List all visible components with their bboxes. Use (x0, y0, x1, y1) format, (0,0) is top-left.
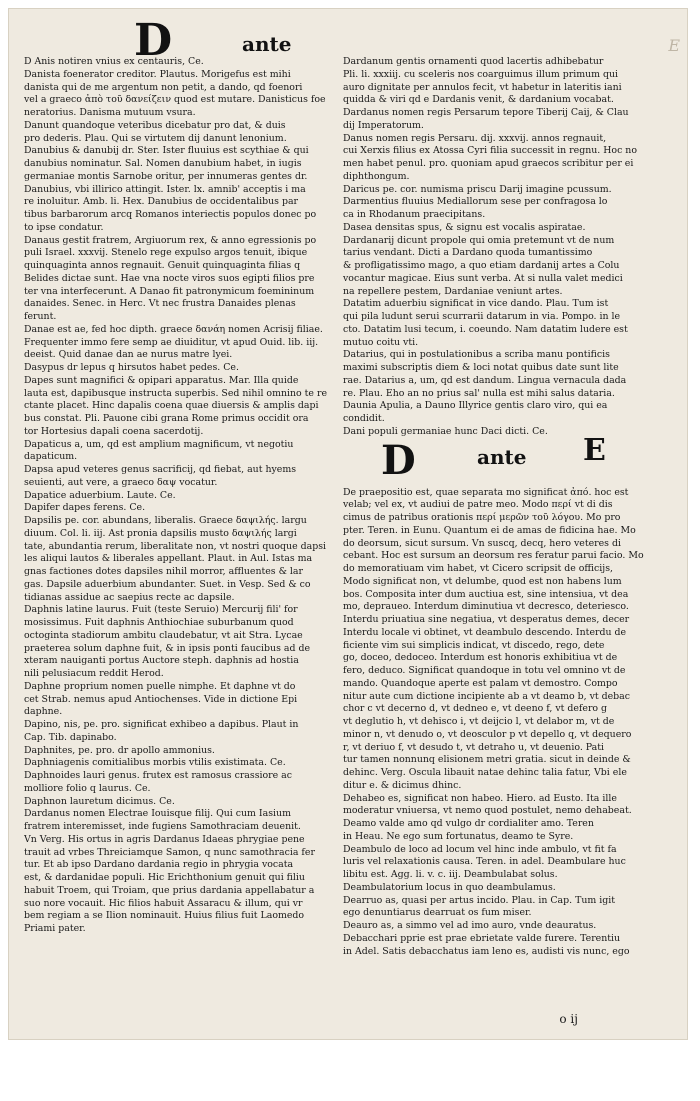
text-line: vt deglutio h, vt dehisco i, vt deijcio l, vt delabor m, vt de (343, 716, 615, 727)
text-line: Frequenter immo fere semp ae diuiditur, vt apud Ouid. lib. iij. (24, 336, 319, 348)
text-line: Daunia Apulia, a Dauno Illyrice gentis claro viro, qui ea (343, 400, 608, 412)
text-line: cebant. Hoc est sursum an deorsum res feratur parui facio. Mo (343, 550, 644, 562)
text-line: trauit ad vrbes Threiciamque Samon, q nunc samothracia fer (24, 846, 315, 858)
text-line: Dani populi germaniae hunc Daci dicti. Ce. (343, 425, 548, 437)
text-line: Dapatice aduerbium. Laute. Ce. (24, 489, 176, 501)
text-line: diphthongum. (343, 170, 410, 182)
section-title: ante (477, 444, 527, 469)
text-line: Dapes sunt magnifici & opipari apparatus. Mar. Illa quide (24, 374, 299, 386)
text-line: Vn Verg. His ortus in agris Dardanus Idaeas phrygiae pene (24, 833, 305, 845)
text-line: velab; vel ex, vt audiui de patre meo. Modo περί vt di dis (343, 499, 613, 511)
text-line: cui Xerxis filius ex Atossa Cyri filia successit in regnu. Hoc no (343, 145, 637, 157)
text-line: go, doceo, dedoceo. Interdum est honoris exhibitiua vt de (343, 652, 618, 664)
text-line: De praepositio est, quae separata mo significat ἀπό. hoc est (343, 486, 629, 498)
text-line: moderatur vniuersa, vt nemo quod postulet, nemo dehabeat. (343, 805, 632, 817)
running-title: ante (242, 32, 292, 56)
text-line: lauta est, dapibusque instructa superbis. Sed nihil omnino te re (24, 387, 327, 399)
text-line: Danus nomen regis Persaru. dij. xxxvij. annos regnauit, (343, 132, 607, 144)
text-line: do memoratiuam vim habet, vt Cicero scripsit de officijs, (343, 563, 613, 574)
right-column (343, 56, 653, 958)
text-line: Dardanum gentis ornamenti quod lacertis adhibebatur (343, 56, 604, 67)
text-line: Deambulo de loco ad locum vel hinc inde ambulo, vt fit fa (343, 843, 617, 855)
text-line: dapaticum. (24, 451, 78, 463)
text-line: in Heau. Ne ego sum fortunatus, deamo te Syre. (343, 830, 574, 842)
catchword: o ij (559, 1012, 578, 1026)
text-line: to ipse condatur. (24, 221, 104, 233)
text-line: Interdu locale vi obtinet, vt deambulo descendo. Interdu de (343, 626, 627, 638)
text-line: Dasypus dr lepus q hirsutos habet pedes. Ce. (24, 362, 239, 373)
text-line: Danunt quandoque veteribus dicebatur pro dat, & duis (24, 119, 286, 131)
text-line: Danista foenerator creditor. Plautus. Morigefus est mihi (24, 68, 291, 80)
text-line: tur tamen nonnunq elisionem metri gratia. sicut in deinde & (343, 754, 631, 766)
text-line: ca in Rhodanum praecipitans. (343, 209, 486, 220)
text-line: Dardanus nomen regis Persarum teporе Tiberij Caij, & Clau (343, 107, 629, 118)
text-line: Dardanus nomen Electrae Iouisque filij. Qui cum Iasium (24, 808, 291, 820)
text-line: luris vel relaxationis causa. Teren. in adel. Deambulare huc (343, 856, 626, 868)
text-line: bus constat. Pli. Pauone cibi grana Rome primus occidit ora (24, 413, 309, 424)
text-line: Deambulatorium locus in quo deambulamus. (343, 881, 556, 893)
text-line: diuum. Col. li. iij. Ast pronia dapsilis musto δαψιλής largi (24, 527, 297, 539)
text-line: ferunt. (24, 311, 57, 322)
book-page (8, 8, 688, 1040)
text-line: nili pelusiacum reddit Herod. (24, 668, 164, 679)
text-line: Interdu priuatiua sine negatiua, vt desperatus demes, decer (343, 614, 630, 625)
text-line: Dapsilis pe. cor. abundans, liberalis. Graece δαψιλής. largu (24, 515, 307, 526)
text-line: Modo significat non, vt delumbe, quod est non habens lum (343, 575, 622, 587)
text-line: xteram nauiganti portus Auctore steph. daphnis ad hostia (24, 655, 299, 667)
text-line: daphne. (24, 706, 63, 718)
text-line: Dapsa apud veteres genus sacrificij, qd fiebat, aut hyems (24, 464, 297, 475)
text-line: Dearruo as, quasi per artus incido. Plau. in Cap. Tum igit (343, 894, 616, 906)
text-line: est, & dardanidae populi. Hic Erichthonium genuit qui filiu (24, 872, 305, 883)
text-line: Danubius, vbi illirico attingit. Ister. lx. amnib' acceptis i ma (24, 183, 306, 195)
text-line: cimus de patribus orationis περί μερῶν τοῦ λόγου. Mo pro (343, 512, 621, 523)
text-line: cet Strab. nemus apud Antiochenses. Vide in dictione Epi (24, 693, 298, 705)
text-line: octoginta stadiorum ambitu claudebatur, vt ait Stra. Lycae (24, 629, 303, 641)
text-line: ditur e. & dicimus dhinc. (343, 779, 462, 791)
text-line: suo nore vocauit. Hic filios habuit Assaracu & illum, qui vr (24, 897, 303, 909)
text-line: deeist. Quid danae dan ae nurus matre lyei. (24, 349, 233, 361)
text-line: danubius nominatur. Sal. Nomen danubium habet, in iugis (24, 158, 302, 169)
text-line: Datatim aduerbiu significat in vice dando. Plau. Tum ist (343, 298, 609, 310)
text-line: in Adel. Satis debacchatus iam leno es, audisti vis nunc, ego (343, 945, 630, 957)
text-line: molliore folio q laurus. Ce. (24, 782, 151, 794)
text-line: Cap. Tib. dapinabo. (24, 731, 117, 743)
text-line: rae. Datarius a, um, qd est dandum. Lingua vernacula dada (343, 374, 627, 386)
text-line: Datarius, qui in postulationibus a scriba manu pontificis (343, 349, 610, 361)
right-column-top-entries (343, 56, 653, 439)
text-line: do deorsum, sicut sursum. Vn suscq, decq, hero veteres di (343, 537, 621, 549)
text-line: tarius vendant. Dicti a Dardano quoda tumantissimo (343, 247, 593, 259)
text-line: vocantur magicae. Eius sunt verba. At si nulla valet medici (343, 272, 623, 284)
text-line: minor n, vt denudo o, vt deosculor p vt depello q, vt dequero (343, 728, 632, 740)
text-line: Daricus pe. cor. numisma priscu Darij imagine pcussum. (343, 183, 612, 195)
running-letter-right: E (668, 36, 680, 55)
text-line: neratorius. Danisma mutuum vsura. (24, 107, 196, 118)
text-line: gas. Dapsile aduerbium abundanter. Suet. in Vesp. Sed & co (24, 578, 311, 590)
text-line: Dapaticus a, um, qd est amplium magnificum, vt negotiu (24, 438, 294, 450)
text-line: nitur aute cum dictione incipiente ab a vt deamo b, vt debac (343, 690, 631, 702)
text-line: Dapino, nis, pe. pro. significat exhibeo a dapibus. Plaut in (24, 719, 299, 730)
text-line: bos. Composita inter dum auctiua est, sine intensiua, vt dea (343, 588, 629, 600)
text-line: fratrem interemisset, inde fugiens Samothraciam deuenit. (24, 821, 301, 832)
text-line: tibus barbarorum arcq Romanos interiectis populos donec po (24, 209, 317, 220)
section-initial-letter: D (381, 436, 416, 484)
text-line: re. Plau. Eho an no prius sal' nulla est mihi salus dataria. (343, 387, 615, 399)
text-line: auro dignitate per annulos fecit, vt habetur in lateritis iani (343, 81, 622, 93)
right-column-bottom-entries (343, 487, 653, 959)
text-line: les aliqui lautos & liberales appellant. Plaut. in Aul. Istas ma (24, 553, 313, 565)
text-line: libitu est. Agg. li. v. c. iij. Deambulabat solus. (343, 869, 558, 880)
text-line: re inoluitur. Amb. li. Hex. Danubius de occidentalibus par (24, 196, 299, 208)
text-line: habuit Troem, qui Troiam, que prius dardania appellabatur a (24, 884, 315, 896)
text-line: qui pila ludunt serui scurrarii datarum in via. Pompo. in le (343, 311, 621, 322)
text-line: Deamo valde amo qd vulgo dr cordialiter amo. Teren (343, 818, 594, 829)
text-line: Pli. li. xxxiij. cu sceleris nos coarguimus illum primum qui (343, 68, 619, 80)
text-line: na repellere pestem, Dardaniae veniunt artes. (343, 285, 563, 297)
text-line: Daphnites, pe. pro. dr apollo ammonius. (24, 744, 215, 756)
text-line: quidda & viri qd e Dardanis venit, & dardanium vocabat. (343, 94, 614, 106)
text-line: mando. Quandoque aperte est palam vt demostro. Compo (343, 677, 618, 689)
text-line: Dapifer dapes ferens. Ce. (24, 502, 146, 514)
text-line: condidit. (343, 413, 385, 424)
text-line: Daphnis latine laurus. Fuit (teste Seruio) Mercurij fili' for (24, 604, 298, 616)
text-line: ficiente vim sui simplicis indicat, vt discedo, rego, dete (343, 639, 605, 651)
text-line: pro dederis. Plau. Qui se virtutem dij danunt lenonium. (24, 132, 287, 144)
text-line: germaniae montis Sarnobe oritur, per innumeras gentes dr. (24, 170, 308, 182)
text-line: r, vt deriuo f, vt desudo t, vt detraho u, vt deuenio. Pati (343, 741, 605, 753)
text-line: Deauro as, a simmo vel ad imo auro, vnde deauratus. (343, 920, 597, 931)
text-line: dij Imperatorum. (343, 119, 424, 131)
section-right-letter: E (583, 432, 606, 468)
text-line: ego denuntiarus dearruat os fum miser. (343, 907, 532, 919)
text-line: cto. Datatim lusi tecum, i. coeundo. Nam datatim ludere est (343, 323, 628, 335)
text-line: gnas factiones dotes dapsiles nihil morror, affluentes & lar (24, 566, 303, 577)
text-line: danaides. Senec. in Herc. Vt nec frustra Danaides plenas (24, 298, 296, 310)
text-line: bem regiam a se Ilion nominauit. Huius filius fuit Laomedo (24, 910, 305, 922)
text-line: praeterea solum daphne fuit, & in ipsis ponti faucibus ad de (24, 642, 310, 654)
text-line: tor Hortesius dapali coena sacerdotij. (24, 425, 204, 437)
text-line: mutuo coitu vti. (343, 336, 419, 348)
text-line: tate, abundantia rerum, liberalitate non, vt nostri quoque dapsi (24, 540, 327, 552)
text-line: D Anis notiren vnius ex centauris, Ce. (24, 56, 204, 67)
text-line: Darmentius fluuius Mediallorum sese per confragosa lo (343, 196, 608, 208)
text-line: tur. Et ab ipso Dardano dardania regio in phrygia vocata (24, 859, 294, 871)
text-line: ter vna interfecerunt. A Danao fit patronymicum foemininum (24, 285, 315, 297)
text-line: Daphniagenis comitialibus morbis vtilis existimata. Ce. (24, 757, 286, 769)
text-line: mosissimus. Fuit daphnis Anthiochiae suburbanum quod (24, 617, 294, 628)
text-line: men habet penul. pro. quoniam apud graecos scribitur per ei (343, 158, 634, 169)
section-heading (343, 432, 653, 484)
text-line: ctante placet. Hinc dapalis coena quae diuersis & amplis dapi (24, 400, 319, 412)
text-line: chor c vt decerno d, vt dedneo e, vt deeno f, vt defero g (343, 703, 608, 715)
text-line: mo, depraueo. Interdum diminutiua vt decresco, deteriesco. (343, 601, 629, 613)
text-line: Daphnon lauretum dicimus. Ce. (24, 795, 175, 807)
text-line: danista qui de me argentum non petit, a dando, qd foenori (24, 81, 303, 93)
text-line: Belides dictae sunt. Hae vna nocte viros suos egipti filios pre (24, 272, 315, 284)
text-line: tidianas assidue ac saepius recte ac dapsile. (24, 591, 235, 603)
text-line: Dehabeo es, significat non habeo. Hiero. ad Eusto. Ita ille (343, 792, 617, 804)
text-line: Danae est ae, fed hoc dipth. graece δανάη nomen Acrisij filiae. (24, 323, 323, 335)
text-line: Dardanarij dicunt propole qui omia pretemunt vt de num (343, 234, 615, 246)
text-line: quinquaginta annos regnauit. Genuit quinquaginta filias q (24, 260, 301, 271)
text-line: dehinc. Verg. Oscula libauit natae dehinc talia fatur, Vbi ele (343, 767, 627, 778)
text-line: Danaus gestit fratrem, Argiuorum rex, & anno egressionis po (24, 234, 317, 246)
text-line: & profligatissimo mago, a quo etiam dardanij artes a Colu (343, 260, 620, 271)
text-line: seuienti, aut vere, a graeco δαψ vocatur. (24, 476, 218, 488)
text-line: Debacchari pprie est prae ebrietate valde furere. Terentiu (343, 932, 621, 944)
text-line: Daphne proprium nomen puelle nimphe. Et daphne vt do (24, 680, 296, 692)
text-line: puli Israel. xxxvij. Stenelo rege expulso argos tenuit, ibique (24, 247, 308, 259)
text-line: Dasea densitas spus, & signu est vocalis aspiratae. (343, 221, 586, 233)
text-line: Daphnoides lauri genus. frutex est ramosus crassiore ac (24, 770, 293, 781)
text-line: fero, deduco. Significat quandoque in totu vel omnino vt de (343, 665, 626, 676)
left-column (24, 56, 334, 936)
text-line: pter. Teren. in Eunu. Quantum ei de amas de fidicina hae. Mo (343, 524, 636, 536)
text-line: maximi subscriptis diem & loci notat quibus date sunt lite (343, 362, 619, 373)
text-line: vel a graeco ἀπὸ τοῦ δανείζειν quod est mutare. Danisticus foe (24, 94, 326, 106)
initial-letter-header: D (134, 15, 173, 66)
text-line: Danubius & danubij dr. Ster. Ister fluuius est scythiae & qui (24, 145, 309, 157)
text-line: Priami pater. (24, 923, 86, 934)
